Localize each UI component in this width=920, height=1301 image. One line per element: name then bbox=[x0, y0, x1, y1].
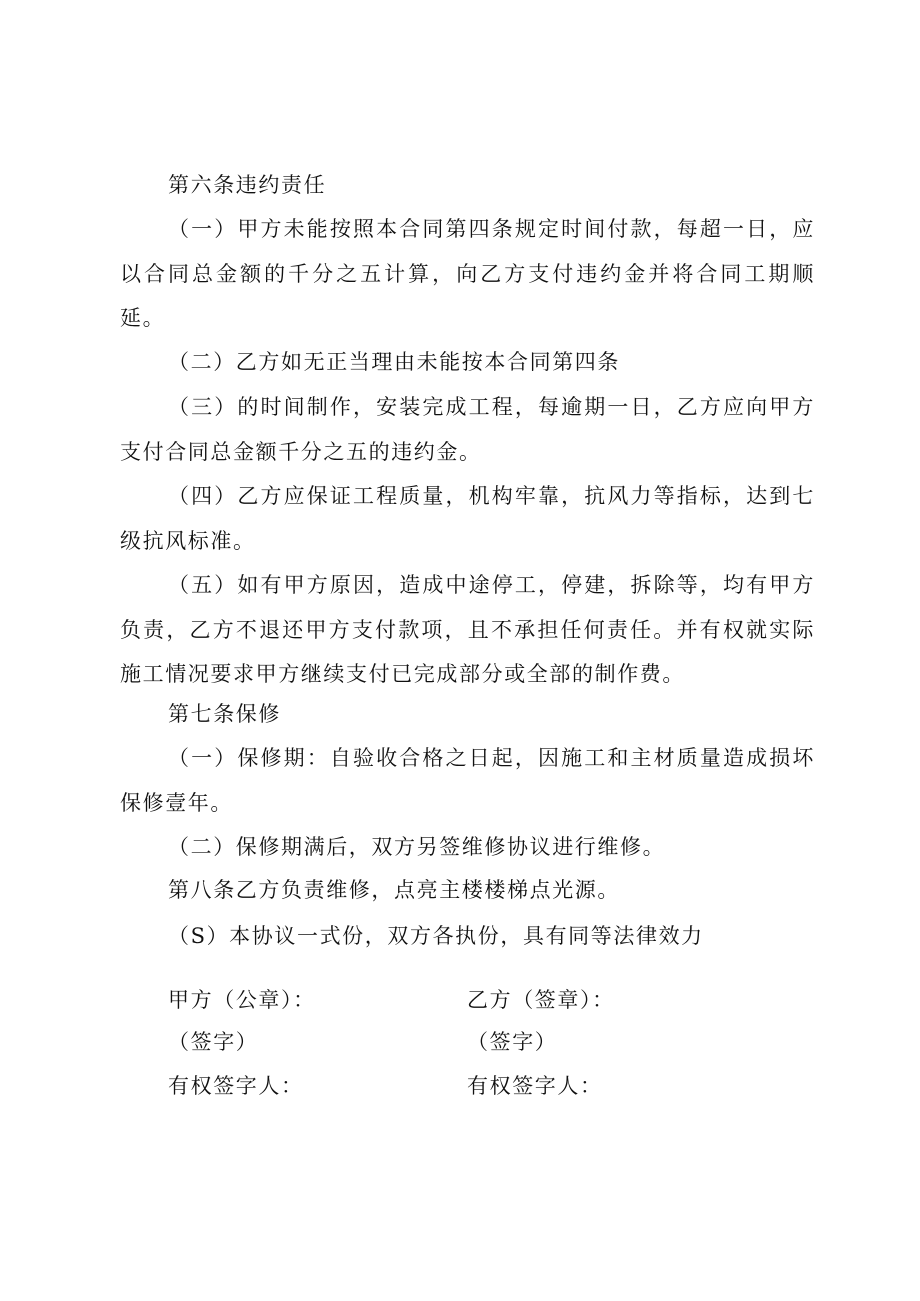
article7-item2: （二）保修期满后，双方另签维修协议进行维修。 bbox=[168, 835, 666, 859]
party-a-sign-label: （签字） bbox=[168, 1030, 259, 1054]
party-b-sign-label: （签字） bbox=[467, 1030, 558, 1054]
article6-item5: （五）如有甲方原因，造成中途停工，停建，拆除等，均有甲方负责，乙方不退还甲方支付款项，且不承担任何责任。并有权就实际施工情况要求甲方继续支付已完成部分或全部的制作费。 bbox=[120, 573, 815, 686]
clause-s-text: （S）本协议一式份，双方各执份，具有同等法律效力 bbox=[168, 924, 704, 948]
party-a-seal-label: 甲方（公章）： bbox=[168, 988, 316, 1012]
article6-item3: （三）的时间制作，安装完成工程，每逾期一日，乙方应向甲方支付合同总金额千分之五的违约金。 bbox=[120, 395, 815, 464]
party-b-seal-label: 乙方（签章）： bbox=[467, 988, 615, 1012]
article6-item1: （一）甲方未能按照本合同第四条规定时间付款，每超一日，应以合同总金额的千分之五计算，向乙方支付违约金并将合同工期顺延。 bbox=[120, 217, 815, 330]
article6-heading: 第六条违约责任 bbox=[168, 173, 327, 197]
party-a-authorized-signer: 有权签字人： bbox=[168, 1074, 304, 1098]
party-b-authorized-signer: 有权签字人： bbox=[467, 1074, 603, 1098]
article8-text: 第八条乙方负责维修，点亮主楼楼梯点光源。 bbox=[168, 878, 620, 902]
article7-heading: 第七条保修 bbox=[168, 702, 281, 726]
article7-item1: （一）保修期：自验收合格之日起，因施工和主材质量造成损坏保修壹年。 bbox=[120, 746, 815, 815]
article6-item4: （四）乙方应保证工程质量，机构牢靠，抗风力等指标，达到七级抗风标准。 bbox=[120, 484, 815, 553]
article6-item2: （二）乙方如无正当理由未能按本合同第四条 bbox=[168, 350, 620, 374]
